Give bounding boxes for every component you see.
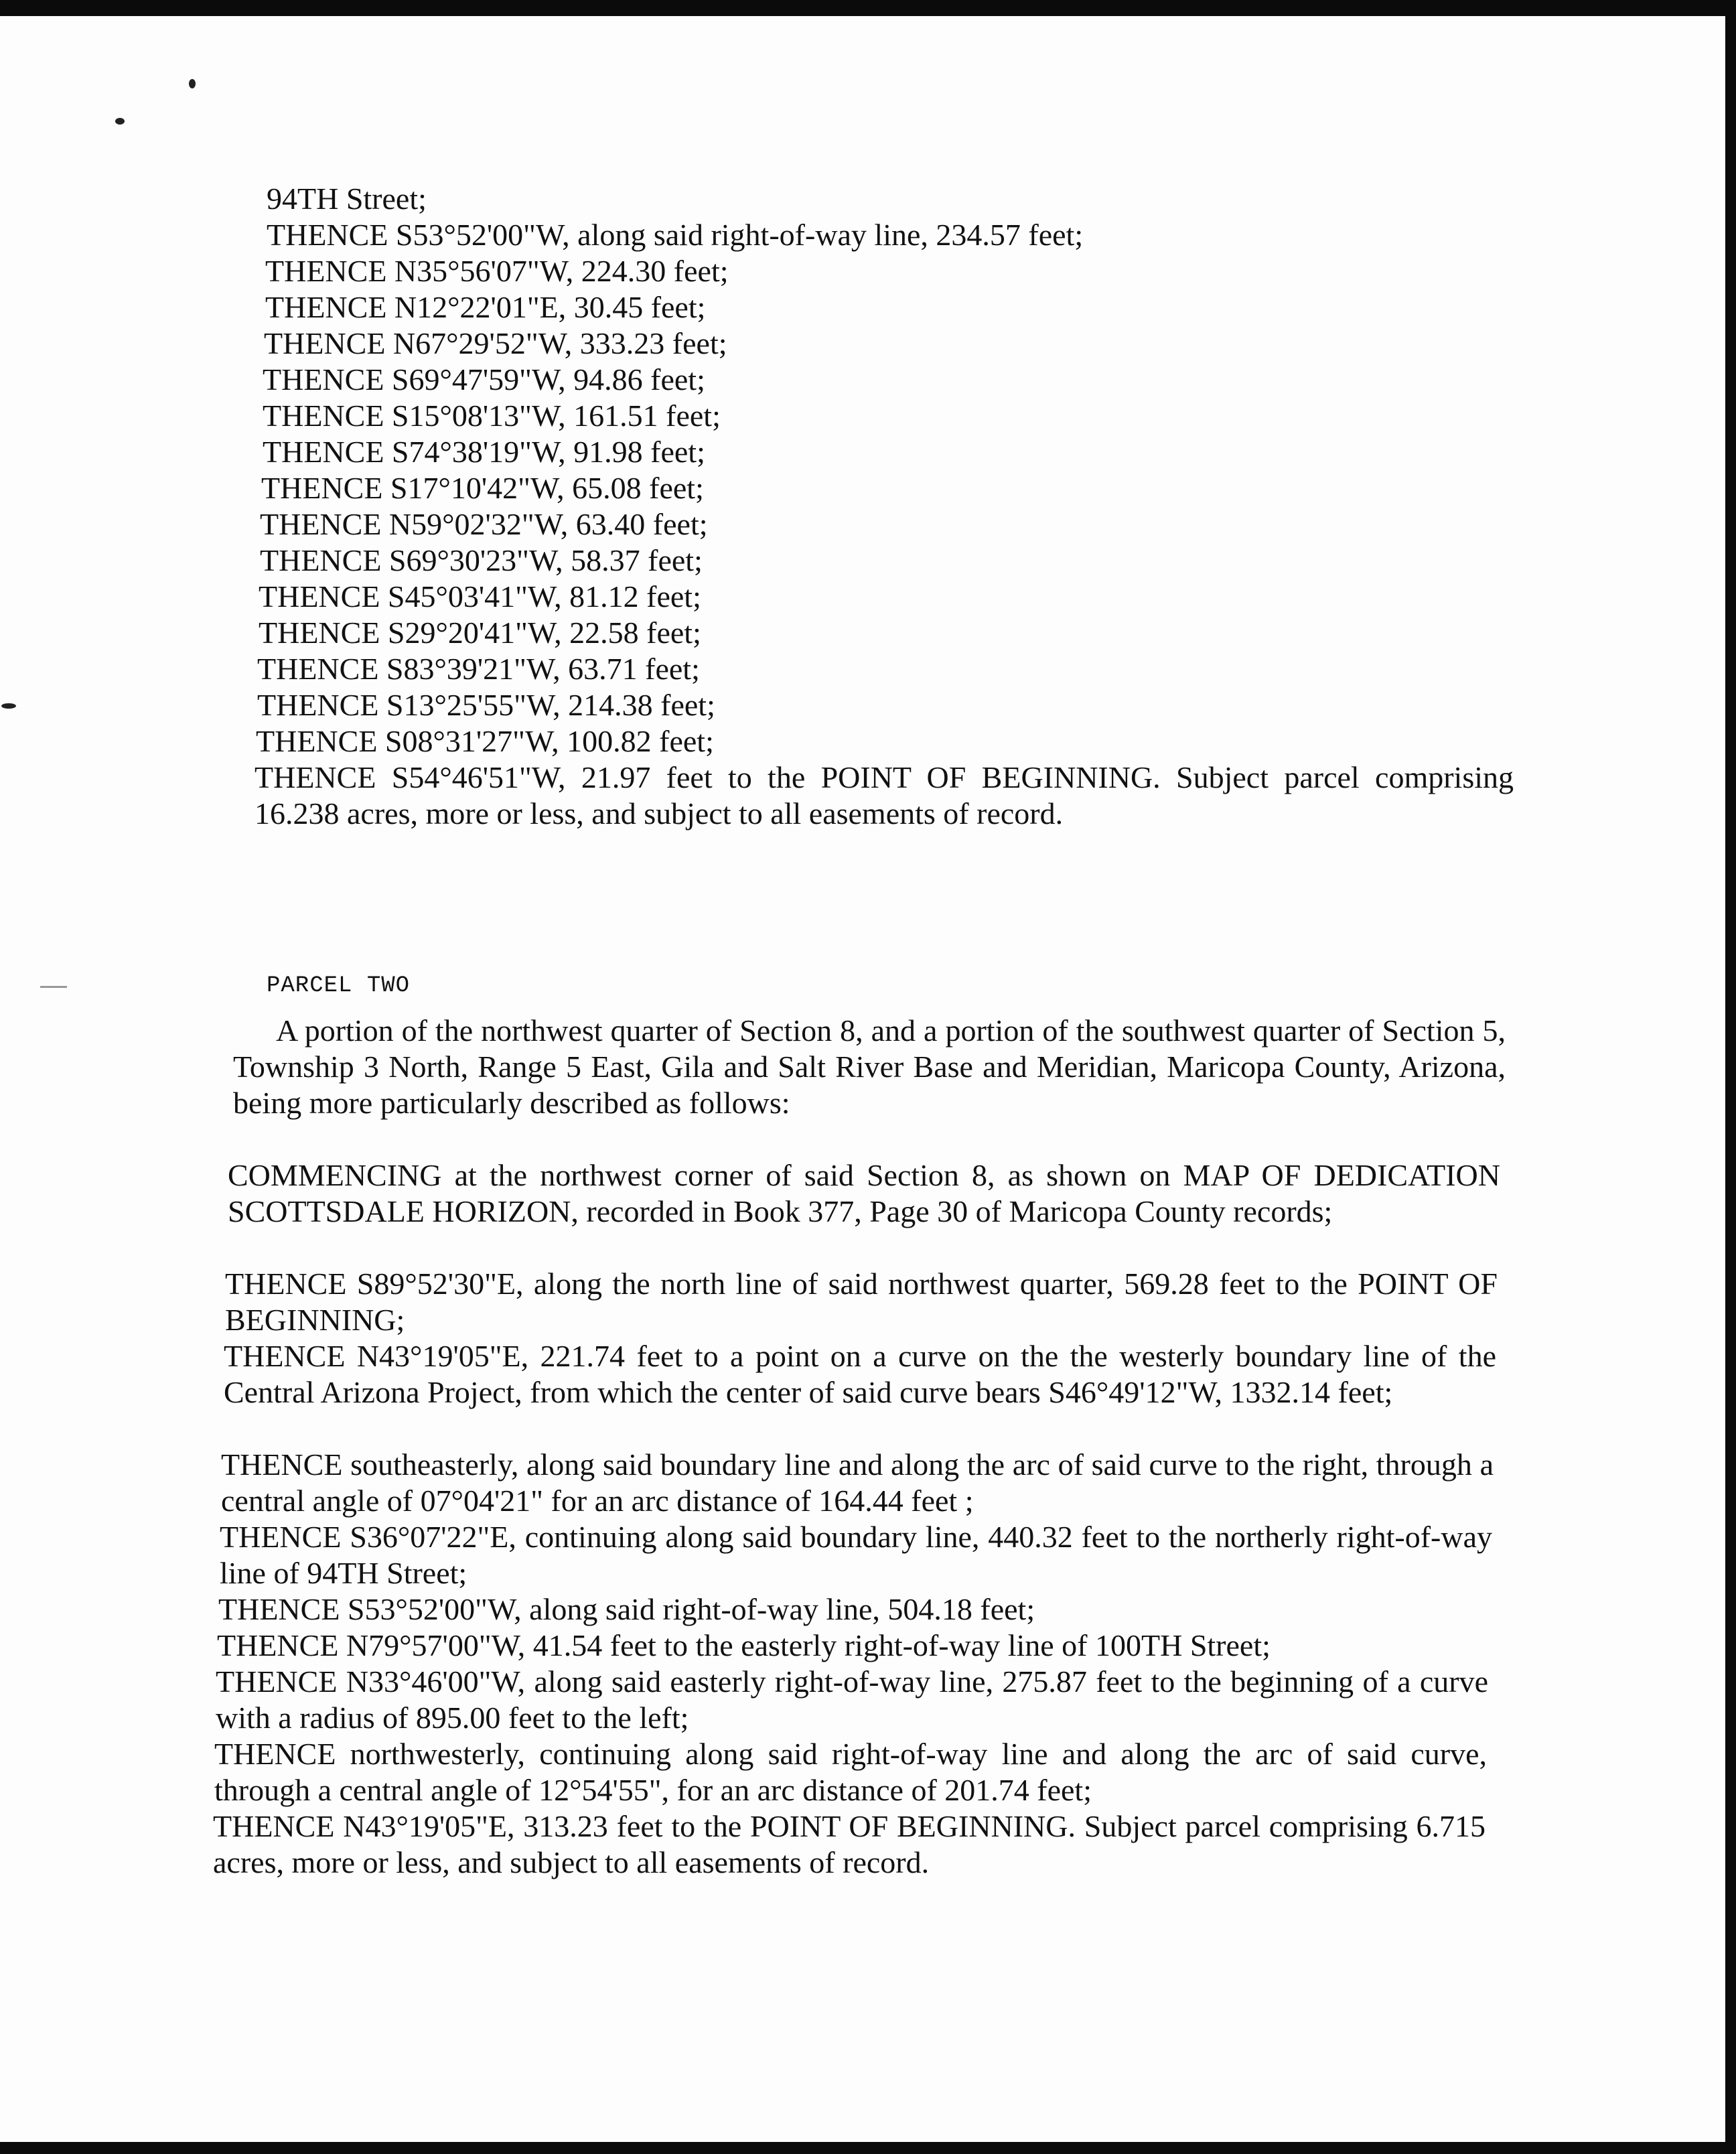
legal-line: THENCE N79°57'00"W, 41.54 feet to the easterly right-of-way line of 100TH Street; — [217, 1628, 1271, 1662]
scan-speck — [1, 703, 16, 709]
parcel-intro: A portion of the northwest quarter of Section 8, and a portion of the southwest quarter of Section 5, Township 3 North, Range 5 East, Gila and Salt River Base and Meridian, Maricopa County, Arizona, being more particularly described as follows: — [233, 1013, 1506, 1120]
legal-line: THENCE N35°56'07"W, 224.30 feet; — [265, 254, 729, 288]
legal-line: 94TH Street; — [267, 182, 427, 216]
scan-speck — [115, 118, 125, 125]
legal-line: THENCE S15°08'13"W, 161.51 feet; — [263, 399, 721, 433]
legal-paragraph: COMMENCING at the northwest corner of said Section 8, as shown on MAP OF DEDICATION SCOTTSDALE HORIZON, recorded in Book 377, Page 30 of Maricopa County records; — [228, 1158, 1500, 1228]
legal-paragraph: THENCE S89°52'30"E, along the north line of said northwest quarter, 569.28 feet to the POINT OF BEGINNING; — [225, 1267, 1498, 1337]
legal-line: THENCE S69°47'59"W, 94.86 feet; — [263, 362, 705, 397]
legal-line: THENCE N12°22'01"E, 30.45 feet; — [265, 290, 706, 324]
legal-line: THENCE N67°29'52"W, 333.23 feet; — [264, 326, 727, 360]
legal-closing: THENCE S54°46'51"W, 21.97 feet to the POINT OF BEGINNING. Subject parcel comprising 16.238 acres, more or less, and subject to all easements of record. — [255, 760, 1514, 831]
scan-speck — [40, 986, 67, 988]
scan-edge-top — [0, 0, 1736, 16]
legal-line: THENCE S53°52'00"W, along said right-of-way line, 504.18 feet; — [218, 1592, 1035, 1626]
scan-speck — [189, 79, 196, 88]
parcel-heading: PARCEL TWO — [267, 973, 411, 999]
legal-line: THENCE S45°03'41"W, 81.12 feet; — [259, 579, 701, 614]
legal-line: THENCE S53°52'00"W, along said right-of-way line, 234.57 feet; — [267, 218, 1084, 252]
legal-paragraph: THENCE N33°46'00"W, along said easterly right-of-way line, 275.87 feet to the beginning of a curve with a radius of 895.00 feet to the left; — [216, 1664, 1488, 1735]
legal-paragraph: THENCE S36°07'22"E, continuing along said boundary line, 440.32 feet to the northerly right-of-way line of 94TH Street; — [220, 1520, 1492, 1590]
legal-line: THENCE S29°20'41"W, 22.58 feet; — [259, 616, 701, 650]
legal-paragraph: THENCE northwesterly, continuing along said right-of-way line and along the arc of said curve, through a central angle of 12°54'55", for an arc distance of 201.74 feet; — [214, 1737, 1487, 1807]
legal-line: THENCE S13°25'55"W, 214.38 feet; — [257, 688, 715, 722]
legal-paragraph: THENCE N43°19'05"E, 313.23 feet to the POINT OF BEGINNING. Subject parcel comprising 6.715 acres, more or less, and subject to all easements of record. — [213, 1809, 1486, 1879]
scan-edge-bottom — [0, 2142, 1736, 2154]
legal-line: THENCE N59°02'32"W, 63.40 feet; — [260, 507, 708, 541]
legal-line: THENCE S08°31'27"W, 100.82 feet; — [256, 724, 714, 758]
legal-line: THENCE S74°38'19"W, 91.98 feet; — [263, 435, 705, 469]
legal-line: THENCE S83°39'21"W, 63.71 feet; — [257, 652, 700, 686]
scan-edge-right — [1725, 0, 1736, 2154]
legal-paragraph: THENCE southeasterly, along said boundary line and along the arc of said curve to the right, through a central angle of 07°04'21" for an arc distance of 164.44 feet ; — [221, 1447, 1494, 1518]
legal-paragraph: THENCE N43°19'05"E, 221.74 feet to a point on a curve on the the westerly boundary line of the Central Arizona Project, from which the center of said curve bears S46°49'12"W, 1332.14 feet; — [224, 1339, 1496, 1409]
legal-line: THENCE S69°30'23"W, 58.37 feet; — [260, 543, 703, 577]
legal-line: THENCE S17°10'42"W, 65.08 feet; — [261, 471, 704, 505]
